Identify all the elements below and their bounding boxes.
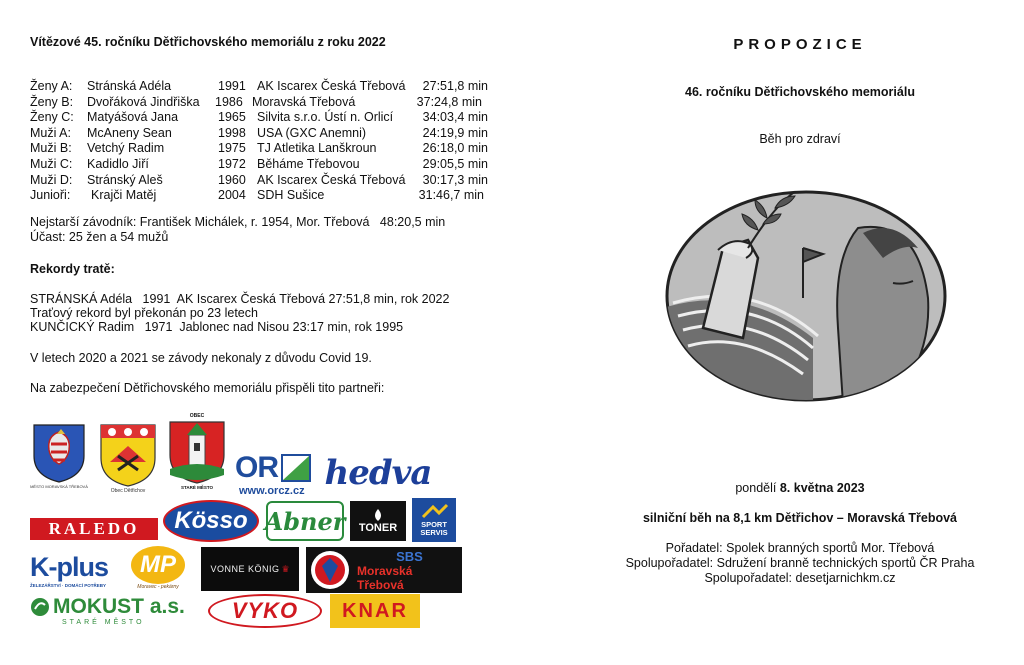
club: AK Iscarex Česká Třebová xyxy=(257,79,406,93)
table-row xyxy=(30,157,488,173)
time: 31:46,7 min xyxy=(418,188,484,203)
mokust-subtitle: STARÉ MĚSTO xyxy=(62,618,145,626)
category: Muži D: xyxy=(30,172,73,187)
kplus-wordmark: K-plus xyxy=(30,552,108,582)
abner-logo xyxy=(266,501,344,541)
time: 34:03,4 min xyxy=(422,110,488,125)
vyko-logo xyxy=(208,594,322,628)
mokust-leaf-icon xyxy=(30,597,50,617)
table-row xyxy=(30,126,488,142)
hedva-logo xyxy=(324,449,432,497)
time: 26:18,0 min xyxy=(422,141,488,156)
table-row xyxy=(30,173,488,189)
time: 37:24,8 min xyxy=(416,94,482,109)
event-date xyxy=(620,481,980,495)
club: Silvita s.r.o. Ústí n. Orlicí xyxy=(257,110,394,125)
sbs-emblem-icon xyxy=(309,549,351,591)
kosso-logo xyxy=(163,500,259,542)
sport-servis-logo xyxy=(412,498,456,542)
category: Ženy C: xyxy=(30,110,74,125)
sbs-wordmark: SBS xyxy=(396,548,423,564)
orcz-url: www.orcz.cz xyxy=(239,485,305,497)
athlete-name: Krajči Matěj xyxy=(91,188,157,203)
athlete-name: Stránský Aleš xyxy=(87,172,163,187)
page-title: PROPOZICE xyxy=(733,36,867,53)
category: Ženy A: xyxy=(30,79,73,93)
crest-caption: Obec Dětřichov xyxy=(110,488,146,494)
mp-wordmark: MP xyxy=(140,551,176,578)
mokust-logo xyxy=(30,592,202,628)
knar-logo xyxy=(330,594,420,628)
crest-caption: MĚSTO MORAVSKÁ TŘEBOVÁ xyxy=(30,483,88,489)
winners-table xyxy=(30,79,488,204)
sbs-logo xyxy=(306,547,462,593)
mp-badge xyxy=(131,546,185,584)
table-row xyxy=(30,79,488,95)
raledo-wordmark: RALEDO xyxy=(48,519,140,538)
crest-caption: STARÉ MĚSTO xyxy=(180,484,214,490)
birth-year: 1991 xyxy=(218,79,246,93)
orcz-wordmark: OR xyxy=(235,451,278,484)
athlete-name: McAneny Sean xyxy=(87,125,172,140)
athlete-name: Matyášová Jana xyxy=(87,110,179,125)
kosso-wordmark: Kösso xyxy=(174,507,248,534)
toner-wordmark: TONER xyxy=(358,522,398,534)
record-note: Traťový rekord byl překonán po 23 letech xyxy=(30,306,258,320)
hedva-wordmark: hedva xyxy=(324,453,432,493)
event-subtitle: Běh pro zdraví xyxy=(759,132,841,146)
club: Moravská Třebová xyxy=(252,94,356,109)
mp-subtitle: Moravec - pekárny xyxy=(137,584,179,590)
birth-year: 1998 xyxy=(218,125,246,140)
time: 29:05,5 min xyxy=(422,156,488,171)
crown-icon: ♛ xyxy=(281,563,290,574)
moravska-trebova-shield-icon xyxy=(31,422,87,484)
edition-title: 46. ročníku Dětřichovského memoriálu xyxy=(685,85,915,99)
table-row xyxy=(30,95,488,111)
mokust-wordmark: MOKUST a.s. xyxy=(53,594,185,618)
coorganizer-1: Spolupořadatel: Sdružení branně technických sportů ČR Praha xyxy=(625,556,975,570)
athlete-name: Kadidlo Jiří xyxy=(87,156,149,171)
abner-wordmark: Abner xyxy=(264,506,346,536)
category: Muži C: xyxy=(30,156,73,171)
oldest-runner: Nejstarší závodník: František Michálek, r. 1954, Mor. Třebová 48:20,5 min xyxy=(30,215,446,229)
club: AK Iscarex Česká Třebová xyxy=(257,172,406,187)
athlete-name: Vetchý Radim xyxy=(87,141,165,156)
date-value: 8. května 2023 xyxy=(779,481,865,495)
sbs-subtitle: Moravská Třebová xyxy=(357,563,413,592)
vonne-wordmark: VONNE KÖNIG xyxy=(210,564,280,574)
detrichov-shield-icon xyxy=(98,422,158,488)
covid-note: V letech 2020 a 2021 se závody nekonaly z důvodu Covid 19. xyxy=(30,351,372,365)
birth-year: 2004 xyxy=(218,188,246,203)
record-men: KUNČICKÝ Radim 1971 Jablonec nad Nisou 23:17 min, rok 1995 xyxy=(30,320,404,334)
knar-wordmark: KNAR xyxy=(342,599,408,622)
orcz-mark-icon xyxy=(281,454,311,482)
date-prefix: pondělí xyxy=(735,481,777,495)
athlete-name: Stránská Adéla xyxy=(87,79,172,93)
crest-label: OBEC xyxy=(189,412,205,419)
birth-year: 1965 xyxy=(218,110,246,125)
sport-servis-wordmark: SPORT SERVIS xyxy=(420,520,448,537)
sport-runner-icon xyxy=(419,503,449,521)
kplus-logo xyxy=(30,548,120,592)
club: Běháme Třebovou xyxy=(257,156,360,171)
winners-title: Vítězové 45. ročníku Dětřichovského memoriálu z roku 2022 xyxy=(30,35,386,49)
vyko-wordmark: VYKO xyxy=(231,598,299,623)
raledo-logo xyxy=(30,518,158,540)
time: 30:17,3 min xyxy=(422,172,488,187)
table-row xyxy=(30,110,488,126)
birth-year: 1986 xyxy=(215,94,243,109)
table-row xyxy=(30,188,488,204)
coorganizer-2: Spolupořadatel: desetjarnichkm.cz xyxy=(704,571,896,585)
records-title: Rekordy tratě: xyxy=(30,262,115,276)
kplus-subtitle: ŽELEZÁŘSTVÍ · DOMÁCÍ POTŘEBY xyxy=(30,583,107,588)
mp-logo xyxy=(127,542,189,594)
table-row xyxy=(30,141,488,157)
orcz-logo xyxy=(235,450,327,498)
club: USA (GXC Anemni) xyxy=(257,125,367,140)
time: 24:19,9 min xyxy=(422,125,488,140)
record-women: STRÁNSKÁ Adéla 1991 AK Iscarex Česká Třebová 27:51,8 min, rok 2022 xyxy=(30,292,450,306)
category: Muži A: xyxy=(30,125,71,140)
detrichov-crest-logo xyxy=(97,418,159,498)
category: Muži B: xyxy=(30,141,72,156)
stare-mesto-crest-logo xyxy=(166,408,228,494)
organizer: Pořadatel: Spolek branných sportů Mor. Třebová xyxy=(665,541,935,555)
category: Junioři: xyxy=(30,188,71,203)
birth-year: 1975 xyxy=(218,141,246,156)
stare-mesto-shield-icon xyxy=(167,419,227,485)
moravska-trebova-crest-logo xyxy=(30,417,88,493)
category: Ženy B: xyxy=(30,94,74,109)
birth-year: 1960 xyxy=(218,172,246,187)
partners-heading: Na zabezpečení Dětřichovského memoriálu přispěli tito partneři: xyxy=(30,381,385,395)
memorial-emblem-illustration xyxy=(663,188,949,404)
toner-logo xyxy=(350,501,406,541)
route-info: silniční běh na 8,1 km Dětřichov – Moravská Třebová xyxy=(642,511,957,525)
participation: Účast: 25 žen a 54 mužů xyxy=(30,230,169,244)
birth-year: 1972 xyxy=(218,156,246,171)
toner-drop-icon xyxy=(368,508,388,522)
time: 27:51,8 min xyxy=(422,79,488,93)
club: SDH Sušice xyxy=(257,188,325,203)
vonne-konig-logo xyxy=(201,547,299,591)
club: TJ Atletika Lanškroun xyxy=(257,141,377,156)
athlete-name: Dvořáková Jindřiška xyxy=(87,94,200,109)
